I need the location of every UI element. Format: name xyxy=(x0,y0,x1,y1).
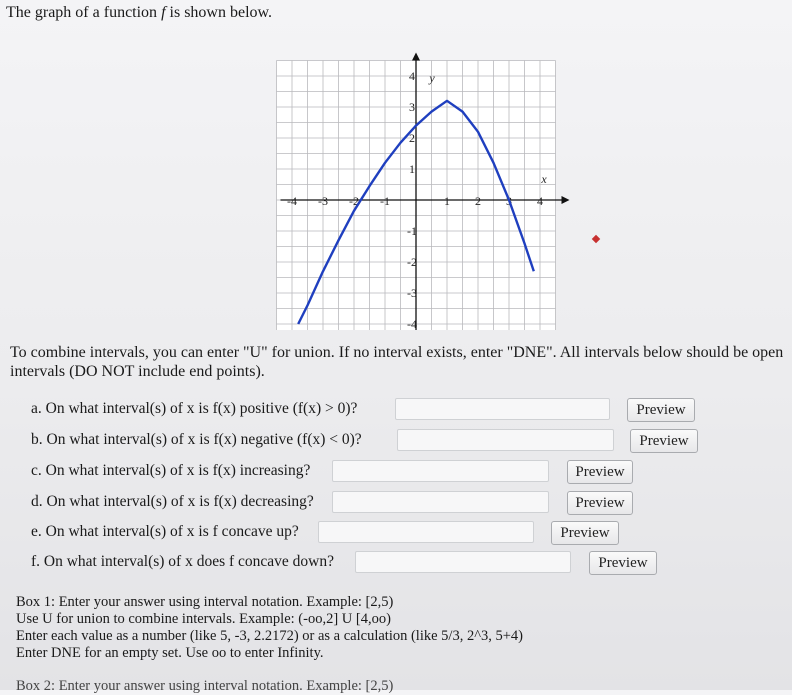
help-text xyxy=(16,594,586,662)
x-tick-label: 3 xyxy=(506,194,512,208)
function-graph xyxy=(276,40,576,330)
preview-button[interactable]: Preview xyxy=(551,521,619,545)
preview-button[interactable]: Preview xyxy=(567,460,633,484)
instructions-text: To combine intervals, you can enter "U" for union. If no interval exists, enter "DNE". All intervals below should be open intervals (DO NOT include end points). xyxy=(10,344,784,380)
help-line: Box 1: Enter your answer using interval notation. Example: [2,5) xyxy=(16,594,394,610)
box2-help-text: Box 2: Enter your answer using interval notation. Example: [2,5) xyxy=(16,678,394,694)
x-tick-label: 1 xyxy=(444,194,450,208)
x-tick-label: -3 xyxy=(318,194,328,208)
question-label: d. On what interval(s) of x is f(x) decreasing? xyxy=(31,493,314,510)
answer-input[interactable] xyxy=(355,551,571,573)
cursor-mark xyxy=(592,235,600,243)
preview-button[interactable]: Preview xyxy=(589,551,657,575)
y-tick-label: 4 xyxy=(409,69,415,83)
y-tick-label: 2 xyxy=(409,131,415,145)
y-tick-label: -1 xyxy=(407,224,417,238)
function-name: f xyxy=(161,4,166,21)
answer-input[interactable] xyxy=(332,460,549,482)
y-axis-arrow xyxy=(412,53,420,61)
question-label: a. On what interval(s) of x is f(x) positive (f(x) > 0)? xyxy=(31,400,358,417)
preview-button[interactable]: Preview xyxy=(630,429,698,453)
y-tick-label: -3 xyxy=(407,286,417,300)
x-axis-label: x xyxy=(541,172,547,186)
y-tick-label: 3 xyxy=(409,100,415,114)
problem-intro: The graph of a function f is shown below. xyxy=(6,4,273,21)
y-tick-label: 1 xyxy=(409,162,415,176)
x-axis-arrow xyxy=(562,196,570,204)
question-label: e. On what interval(s) of x is f concave up? xyxy=(31,523,299,540)
help-line: Enter each value as a number (like 5, -3, 2.2172) or as a calculation (like 5/3, 2^3, 5+4) xyxy=(16,628,524,644)
x-tick-label: 4 xyxy=(537,194,543,208)
x-tick-label: -4 xyxy=(287,194,297,208)
y-tick-label: -4 xyxy=(407,317,417,330)
help-line: Enter DNE for an empty set. Use oo to enter Infinity. xyxy=(16,645,324,661)
answer-input[interactable] xyxy=(318,521,534,543)
y-tick-label: -2 xyxy=(407,255,417,269)
preview-button[interactable]: Preview xyxy=(627,398,695,422)
x-tick-label: 2 xyxy=(475,194,481,208)
help-line: Use U for union to combine intervals. Example: (-oo,2] U [4,oo) xyxy=(16,611,391,627)
x-tick-label: -1 xyxy=(380,194,390,208)
question-label: b. On what interval(s) of x is f(x) negative (f(x) < 0)? xyxy=(31,431,362,448)
question-label: c. On what interval(s) of x is f(x) increasing? xyxy=(31,462,311,479)
question-label: f. On what interval(s) of x does f concave down? xyxy=(31,553,335,570)
answer-input[interactable] xyxy=(332,491,549,513)
preview-button[interactable]: Preview xyxy=(567,491,633,515)
answer-input[interactable] xyxy=(397,429,614,451)
x-tick-label: -2 xyxy=(349,194,359,208)
y-axis-label: y xyxy=(429,71,435,85)
answer-input[interactable] xyxy=(395,398,610,420)
